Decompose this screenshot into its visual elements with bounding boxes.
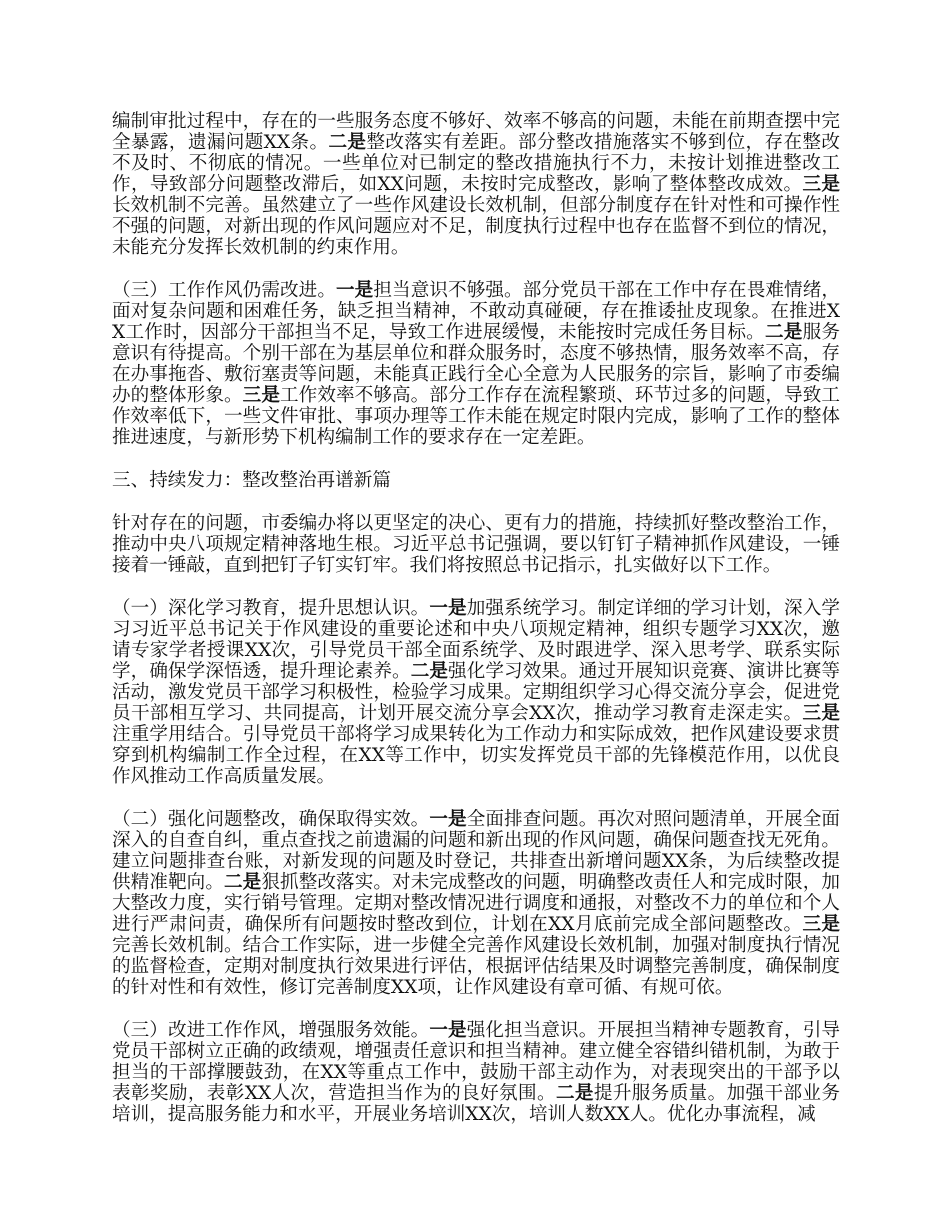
bold-lead-text: 三是	[802, 174, 840, 195]
document-page	[112, 111, 840, 1147]
bold-lead-text: 二是	[764, 322, 803, 343]
text-run: 加强系统学习。制定详细的学习计划，深入学习习近平总书记关于作风建设的重要论述和中央八项规定精神，组织专题学习XX次，邀请专家学者授课XX次，引导党员干部全面系统学、及时跟进学、深入思考学、联系实际学，确保学深悟透，提升理论素养。	[112, 598, 840, 682]
paragraph	[112, 598, 840, 787]
text-run: （三）改进工作作风，增强服务效能。	[112, 1020, 430, 1041]
text-run: 担当意识不够强。部分党员干部在工作中存在畏难情绪，面对复杂问题和困难任务，缺乏担当精神，不敢动真碰硬，存在推诿扯皮现象。在推进XX工作时，因部分干部担当不足，导致工作进展缓慢，未能按时完成任务目标。	[112, 280, 840, 343]
bold-lead-text: 二是	[224, 872, 262, 893]
paragraph	[112, 111, 840, 258]
text-run: 强化学习效果。通过开展知识竞赛、演讲比赛等活动，激发党员干部学习积极性，检验学习成果。定期组织学习心得交流分享会，促进党员干部相互学习、共同提高，计划开展交流分享会XX次，推动学习教育走深走实。	[112, 661, 840, 724]
text-run: 狠抓整改落实。对未完成整改的问题，明确整改责任人和完成时限，加大整改力度，实行销号管理。定期对整改情况进行调度和通报，对整改不力的单位和个人进行严肃问责，确保所有问题按时整改到位，计划在XX月底前完成全部问题整改。	[112, 872, 840, 935]
text-run: 工作效率不够高。部分工作存在流程繁琐、环节过多的问题，导致工作效率低下，一些文件审批、事项办理等工作未能在规定时限内完成，影响了工作的整体推进速度，与新形势下机构编制工作的要求存在一定差距。	[112, 385, 840, 448]
paragraph	[112, 1020, 840, 1125]
text-run: 三、持续发力：整改整治再谱新篇	[112, 470, 391, 491]
text-run: 完善长效机制。结合工作实际，进一步健全完善作风建设长效机制，加强对制度执行情况的监督检查，定期对制度执行效果进行评估，根据评估结果及时调整完善制度，确保制度的针对性和有效性，修订完善制度XX项，让作风建设有章可循、有规可依。	[112, 935, 840, 998]
bold-lead-text: 二是	[410, 661, 449, 682]
text-run: 编制审批过程中，存在的一些服务态度不够好、效率不够高的问题，未能在前期查摆中完全暴露，遗漏问题XX条。	[112, 111, 840, 153]
bold-lead-text: 一是	[429, 598, 467, 619]
bold-lead-text: 二是	[328, 132, 367, 153]
text-run: 强化担当意识。开展担当精神专题教育，引导党员干部树立正确的政绩观，增强责任意识和担当精神。建立健全容错纠错机制，为敢于担当的干部撑腰鼓劲，在XX等重点工作中，鼓励干部主动作为，对表现突出的干部予以表彰奖励，表彰XX人次，营造担当作为的良好氛围。	[112, 1020, 840, 1104]
bold-lead-text: 三是	[802, 914, 840, 935]
bold-lead-text: 一是	[429, 809, 467, 830]
section-heading	[112, 470, 840, 491]
text-run: （二）强化问题整改，确保取得实效。	[112, 809, 430, 830]
bold-lead-text: 二是	[555, 1083, 594, 1104]
text-run: 全面排查问题。再次对照问题清单，开展全面深入的自查自纠，重点查找之前遗漏的问题和新出现的作风问题，确保问题查找无死角。建立问题排查台账，对新发现的问题及时登记，共排查出新增问题XX条，为后续整改提供精准靶向。	[112, 809, 840, 893]
text-run: 整改落实有差距。部分整改措施落实不够到位，存在整改不及时、不彻底的情况。一些单位对已制定的整改措施执行不力，未按计划推进整改工作，导致部分问题整改滞后，如XX问题，未按时完成整改，影响了整体整改成效。	[112, 132, 840, 195]
text-run: 针对存在的问题，市委编办将以更坚定的决心、更有力的措施，持续抓好整改整治工作，推动中央八项规定精神落地生根。习近平总书记强调，要以钉钉子精神抓作风建设，一锤接着一锤敲，直到把钉子钉实钉牢。我们将按照总书记指示，扎实做好以下工作。	[112, 513, 840, 576]
paragraph	[112, 513, 840, 576]
text-run: 注重学用结合。引导党员干部将学习成果转化为工作动力和实际成效，把作风建设要求贯穿到机构编制工作全过程，在XX等工作中，切实发挥党员干部的先锋模范作用，以优良作风推动工作高质量发展。	[112, 724, 840, 787]
text-run: （一）深化学习教育，提升思想认识。	[112, 598, 430, 619]
paragraph	[112, 809, 840, 998]
bold-lead-text: 三是	[802, 703, 840, 724]
bold-lead-text: 三是	[242, 385, 281, 406]
text-run: 服务意识有待提高。个别干部在为基层单位和群众服务时，态度不够热情，服务效率不高，存在办事拖沓、敷衍塞责等问题，未能真正践行全心全意为人民服务的宗旨，影响了市委编办的整体形象。	[112, 322, 840, 406]
text-run: 提升服务质量。加强干部业务培训，提高服务能力和水平，开展业务培训XX次，培训人数XX人。优化办事流程，减	[112, 1083, 840, 1125]
text-run: 长效机制不完善。虽然建立了一些作风建设长效机制，但部分制度存在针对性和可操作性不强的问题，对新出现的作风问题应对不足，制度执行过程中也存在监督不到位的情况，未能充分发挥长效机制的约束作用。	[112, 195, 840, 258]
bold-lead-text: 一是	[429, 1020, 467, 1041]
text-run: （三）工作作风仍需改进。	[112, 280, 337, 301]
paragraph	[112, 280, 840, 448]
bold-lead-text: 一是	[336, 280, 374, 301]
